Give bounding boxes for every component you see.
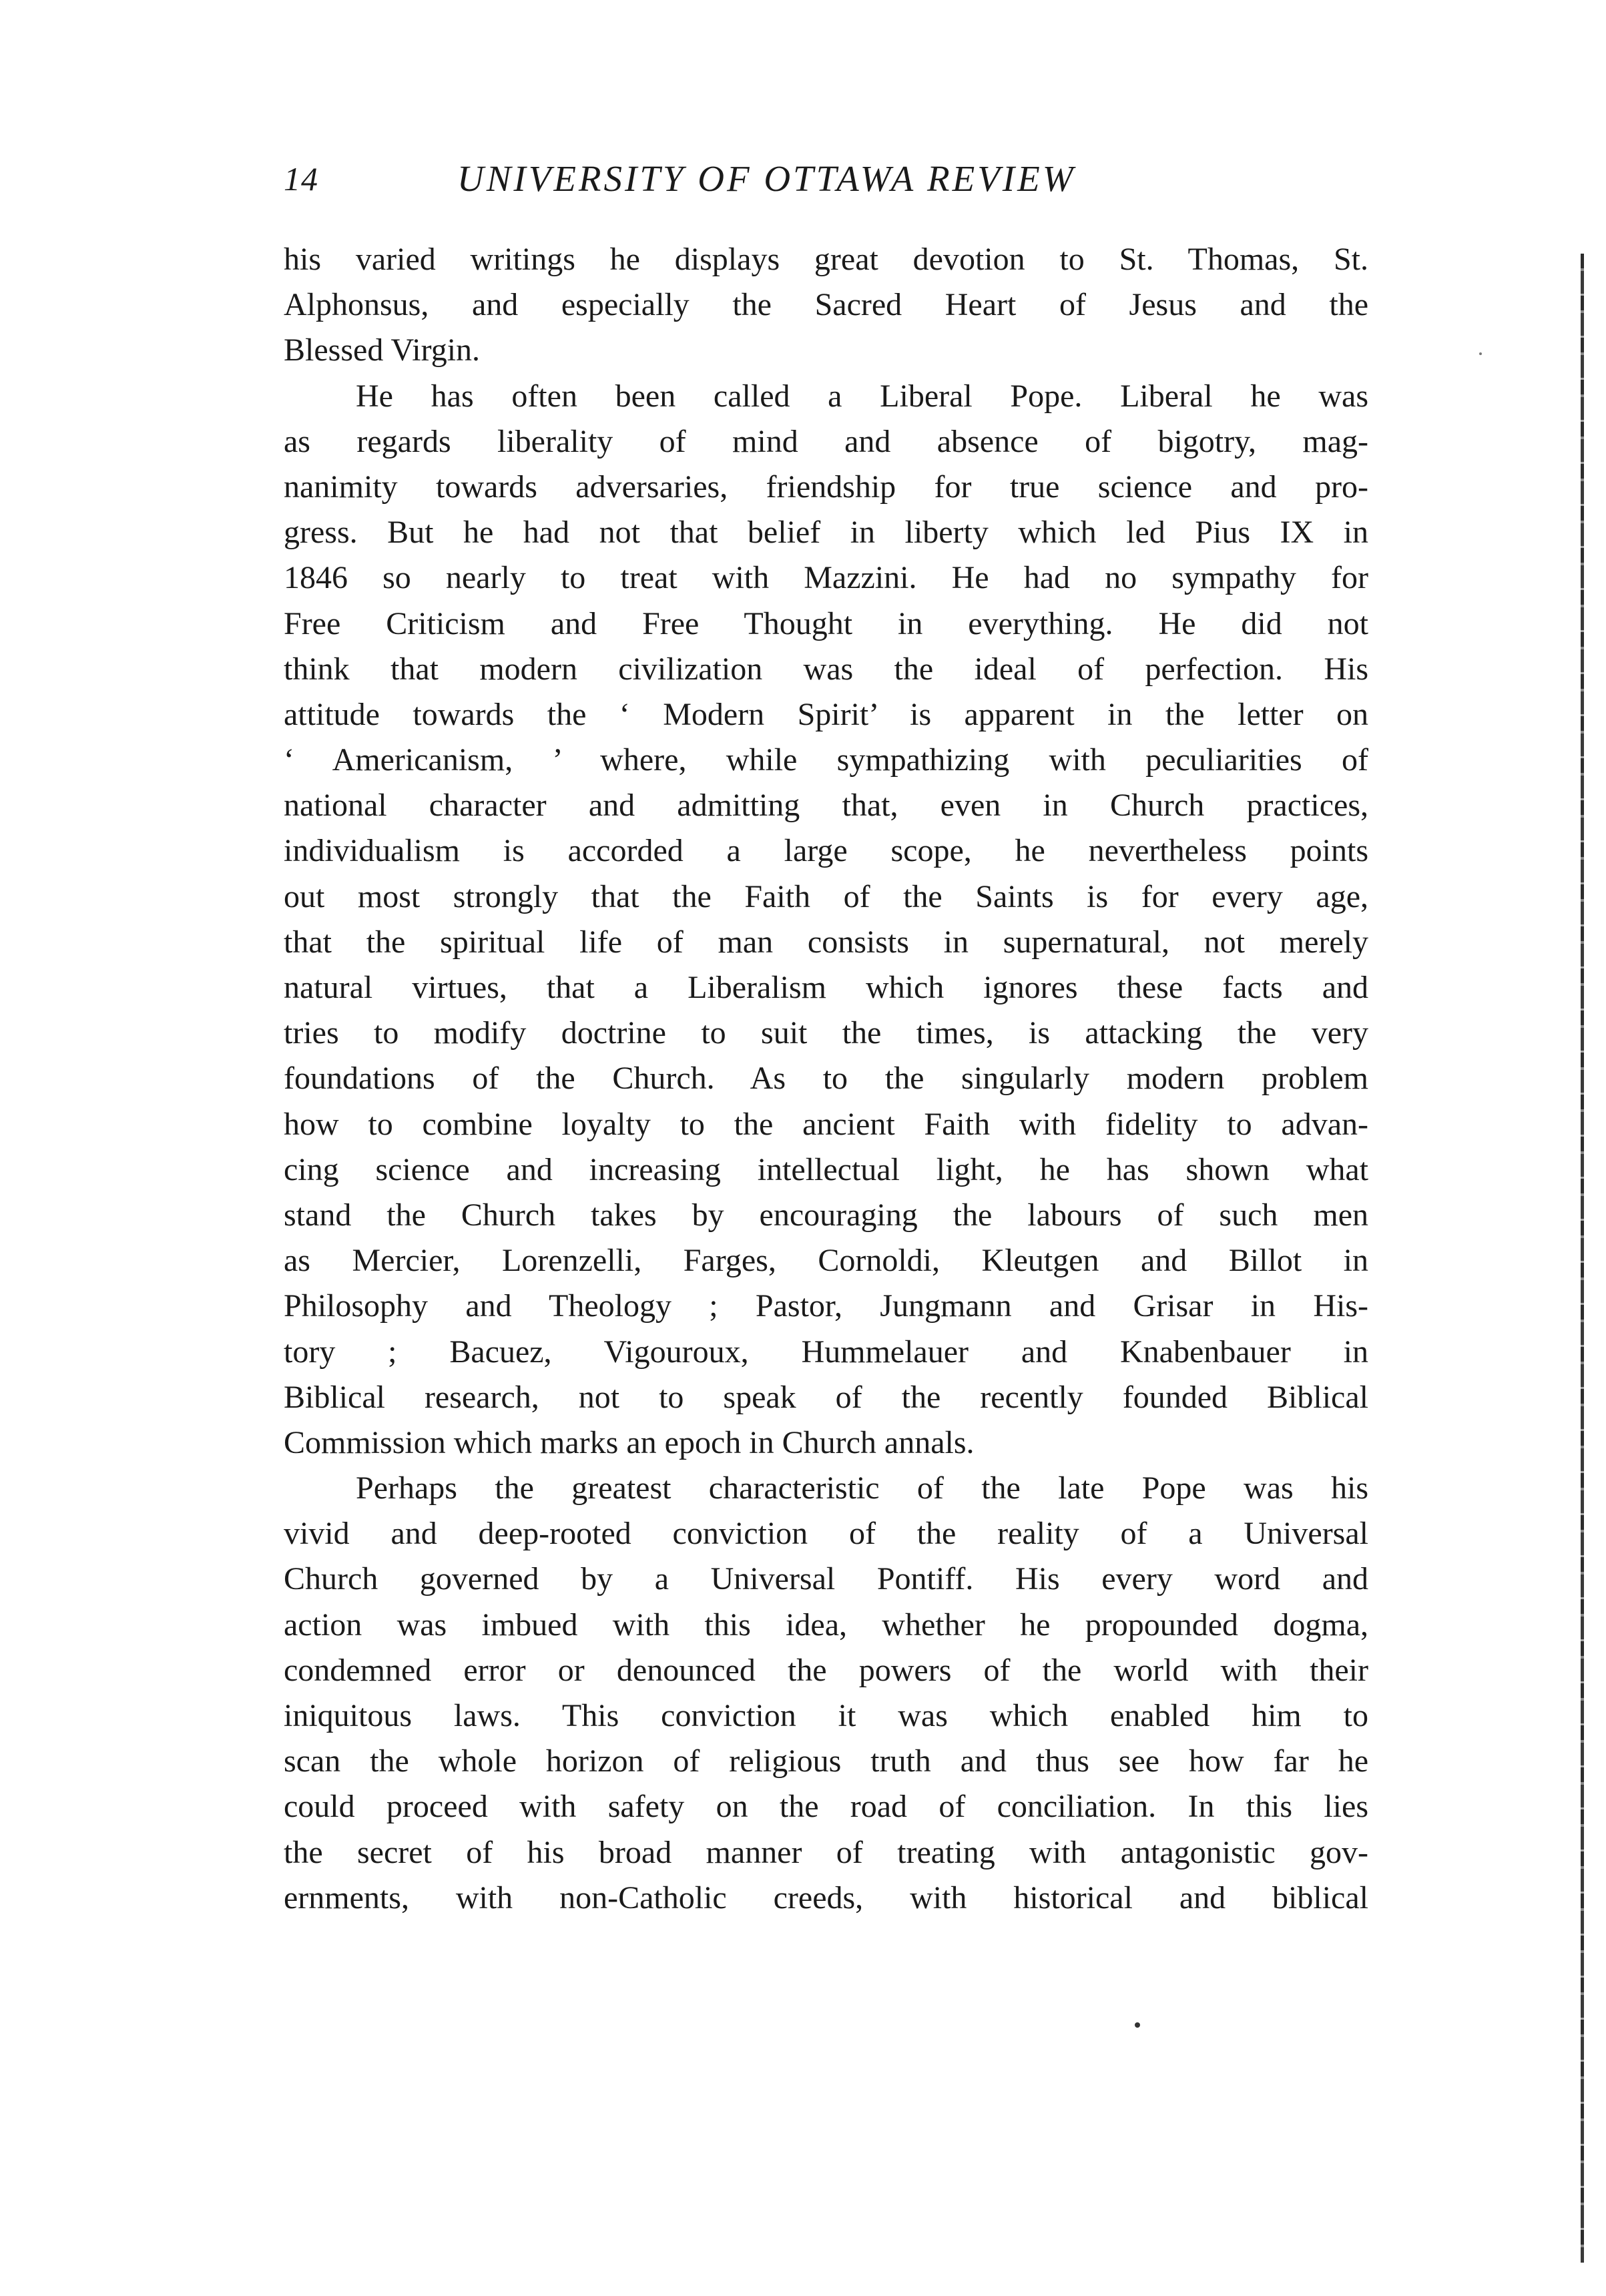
text-line: the secret of his broad manner of treating with antagonistic gov-: [284, 1834, 1368, 1870]
text-line: iniquitous laws. This conviction it was which enabled him to: [284, 1698, 1368, 1733]
page-number: 14: [284, 160, 318, 198]
text-line: out most strongly that the Faith of the Saints is for every age,: [284, 878, 1368, 914]
text-line: as regards liberality of mind and absence of bigotry, mag-: [284, 423, 1368, 459]
scan-speck: [1135, 2022, 1140, 2028]
text-line: as Mercier, Lorenzelli, Farges, Cornoldi, Kleutgen and Billot in: [284, 1243, 1368, 1279]
text-line: tries to modify doctrine to suit the times, is attacking the very: [284, 1015, 1368, 1051]
text-line: tory ; Bacuez, Vigouroux, Hummelauer and Knabenbauer in: [284, 1334, 1368, 1370]
text-line: think that modern civilization was the ideal of perfection. His: [284, 651, 1368, 687]
text-line: cing science and increasing intellectual light, he has shown what: [284, 1151, 1368, 1187]
text-line: Alphonsus, and especially the Sacred Heart of Jesus and the: [284, 287, 1368, 323]
text-line: Commission which marks an epoch in Church annals.: [284, 1424, 975, 1460]
text-line: natural virtues, that a Liberalism which ignores these facts and: [284, 970, 1368, 1005]
text-line: that the spiritual life of man consists in supernatural, not merely: [284, 924, 1368, 960]
text-line: his varied writings he displays great devotion to St. Thomas, St.: [284, 242, 1368, 277]
text-line: foundations of the Church. As to the singularly modern problem: [284, 1061, 1368, 1097]
text-line: action was imbued with this idea, whether he propounded dogma,: [284, 1607, 1368, 1643]
text-line: condemned error or denounced the powers of the world with their: [284, 1652, 1368, 1688]
running-title: UNIVERSITY OF OTTAWA REVIEW: [457, 158, 1076, 199]
text-line: Blessed Virgin.: [284, 332, 481, 368]
text-line: nanimity towards adversaries, friendship for true science and pro-: [284, 469, 1368, 505]
text-line: scan the whole horizon of religious truth and thus see how far he: [284, 1743, 1368, 1779]
text-line: individualism is accorded a large scope, he nevertheless points: [284, 833, 1368, 869]
text-line: national character and admitting that, even in Church practices,: [284, 788, 1368, 824]
text-line: gress. But he had not that belief in liberty which led Pius IX in: [284, 515, 1368, 551]
text-line: Free Criticism and Free Thought in everything. He did not: [284, 605, 1368, 641]
text-line: vivid and deep-rooted conviction of the reality of a Universal: [284, 1516, 1368, 1552]
scan-speck: [1479, 352, 1482, 355]
text-line: stand the Church takes by encouraging the labours of such men: [284, 1197, 1368, 1233]
text-line: how to combine loyalty to the ancient Faith with fidelity to advan-: [284, 1106, 1368, 1142]
text-line: could proceed with safety on the road of conciliation. In this lies: [284, 1789, 1368, 1825]
text-line: ernments, with non-Catholic creeds, with historical and biblical: [284, 1880, 1368, 1916]
text-line: attitude towards the ‘ Modern Spirit’ is apparent in the letter on: [284, 696, 1368, 732]
text-line: ‘ Americanism, ’ where, while sympathizing with peculiarities of: [284, 742, 1368, 778]
text-line: Perhaps the greatest characteristic of the late Pope was his: [356, 1470, 1368, 1506]
text-line: Church governed by a Universal Pontiff. His every word and: [284, 1561, 1368, 1597]
text-line: Philosophy and Theology ; Pastor, Jungmann and Grisar in His-: [284, 1288, 1368, 1324]
text-line: 1846 so nearly to treat with Mazzini. He had no sympathy for: [284, 560, 1368, 596]
text-line: Biblical research, not to speak of the recently founded Biblical: [284, 1379, 1368, 1415]
text-line: He has often been called a Liberal Pope. Liberal he was: [356, 378, 1368, 414]
